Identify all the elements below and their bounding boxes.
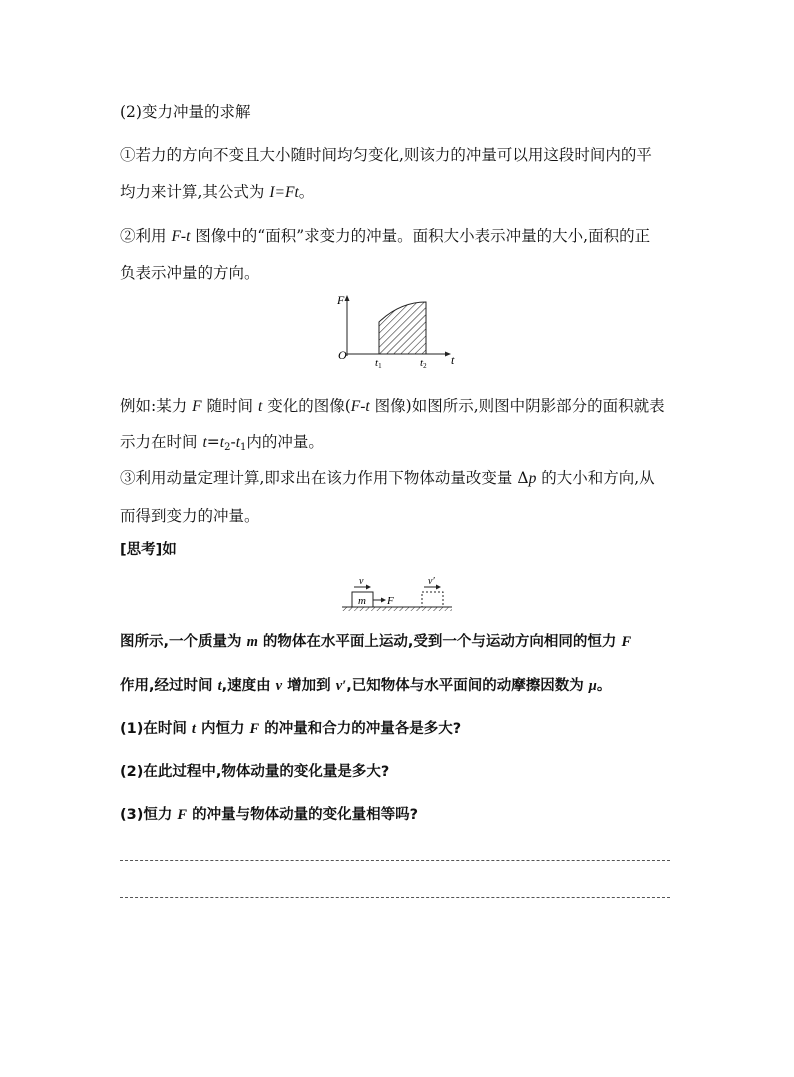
f-axis-arrow xyxy=(345,295,350,301)
question-3: (3)恒力 F 的冲量与物体动量的变化量相等吗? xyxy=(120,807,419,823)
example-line-1: 例如:某力 F 随时间 t 变化的图像(F-t 图像)如图所示,则图中阴影部分的面积就表 xyxy=(120,397,665,415)
think-line-1: 图所示,一个质量为 m 的物体在水平面上运动,受到一个与运动方向相同的恒力 F xyxy=(120,634,632,650)
f-axis-label: F xyxy=(337,293,345,307)
paragraph-3-line-2: 而得到变力的冲量。 xyxy=(120,507,260,525)
paragraph-2-line-1: ②利用 F-t 图像中的“面积”求变力的冲量。面积大小表示冲量的大小,面积的正 xyxy=(120,227,651,245)
t-axis-label: t xyxy=(451,353,455,367)
t1-label: t1 xyxy=(375,357,382,370)
force-label: F xyxy=(387,595,394,607)
origin-label: O xyxy=(338,348,347,362)
formula-impulse: I=Ft xyxy=(269,184,299,201)
question-1: (1)在时间 t 内恒力 F 的冲量和合力的冲量各是多大? xyxy=(120,721,462,737)
example-line-2: 示力在时间 $t=t_2-t_1$内的冲量。 xyxy=(120,433,324,453)
block-final-position xyxy=(422,592,443,607)
think-label: [思考]如 xyxy=(120,542,177,558)
paragraph-3-line-1: ③利用动量定理计算,即求出在该力作用下物体动量改变量 Δp 的大小和方向,从 xyxy=(120,469,655,487)
block-mass-label: m xyxy=(358,595,366,607)
paragraph-1-line-1: ①若力的方向不变且大小随时间均匀变化,则该力的冲量可以用这段时间内的平 xyxy=(120,146,652,164)
think-line-2: 作用,经过时间 t,速度由 v 增加到 v′,已知物体与水平面间的动摩擦因数为 μ。 xyxy=(120,678,612,694)
block-figure xyxy=(340,574,455,616)
section-heading: (2)变力冲量的求解 xyxy=(120,103,251,121)
answer-line-2[interactable] xyxy=(120,897,670,898)
paragraph-2-line-2: 负表示冲量的方向。 xyxy=(120,264,260,282)
paragraph-1-line-2: 均力来计算,其公式为 I=Ft。 xyxy=(120,183,315,201)
t2-label: t2 xyxy=(420,357,427,370)
shaded-area xyxy=(379,302,426,354)
answer-line-1[interactable] xyxy=(120,860,670,861)
velocity-final-label: v′ xyxy=(428,576,435,587)
velocity-label: v xyxy=(359,576,364,587)
question-2: (2)在此过程中,物体动量的变化量是多大? xyxy=(120,764,390,780)
ft-graph xyxy=(335,292,465,372)
ground-surface xyxy=(342,607,452,611)
